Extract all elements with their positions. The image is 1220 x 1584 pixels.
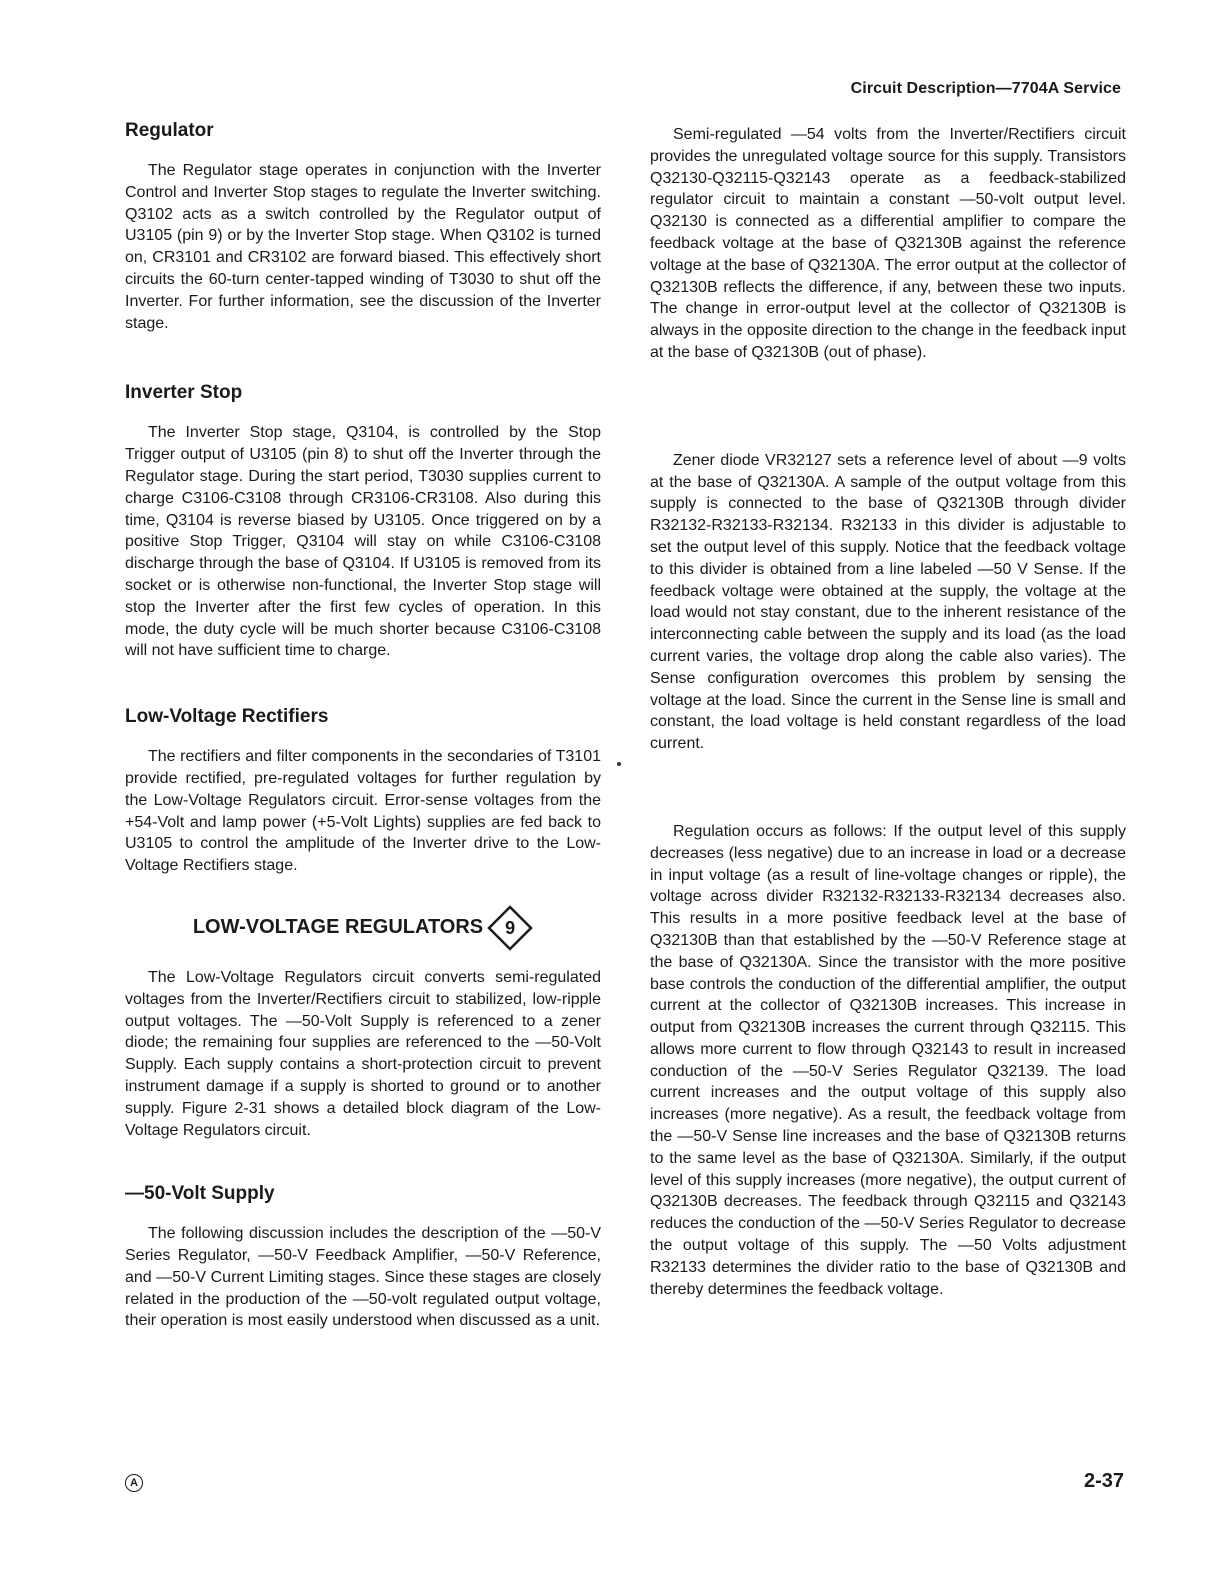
regulator-section xyxy=(125,120,601,334)
regulator-paragraph: The Regulator stage operates in conjunction with the Inverter Control and Inverter Stop stages to regulate the Inverter switching. Q3102 acts as a switch controlled by the Regulator output of U3105 (pin 9) or by the Inverter Stop stage. When Q3102 is turned on, CR3101 and CR3102 are forward biased. This effectively short circuits the 60-turn center-tapped winding of T3030 to shut off the Inverter. For further information, see the discussion of the Inverter stage. xyxy=(125,162,601,332)
low-voltage-regulators-title: LOW-VOLTAGE REGULATORS xyxy=(192,916,484,939)
margin-dot xyxy=(617,762,621,766)
minus-50-volt-supply-section xyxy=(125,1183,601,1332)
low-voltage-rectifiers-heading: Low-Voltage Rectifiers xyxy=(125,706,329,728)
low-voltage-rectifiers-paragraph: The rectifiers and filter components in the secondaries of T3101 provide rectified, pre-regulated voltages for further regulation by the Low-Voltage Regulators circuit. Error-sense voltages from the +54-Volt and lamp power (+5-Volt Lights) supplies are fed back to U3105 to control the amplitude of the Inverter drive to the Low-Voltage Rectifiers stage. xyxy=(125,748,601,875)
regulator-heading: Regulator xyxy=(125,120,214,141)
low-voltage-regulators-paragraph: The Low-Voltage Regulators circuit converts semi-regulated voltages from the Inverter/Rectifiers circuit to stabilized, low-ripple output voltages. The —50-Volt Supply is referenced to a zener diode; the remaining four supplies are referenced to the —50-Volt Supply. Each supply contains a short-protection circuit to prevent instrument damage if a supply is shorted to ground or to another supply. Figure 2-31 shows a detailed block diagram of the Low-Voltage Regulators circuit. xyxy=(125,968,601,1139)
supply-overview-paragraph: Semi-regulated —54 volts from the Inverter/Rectifiers circuit provides the unregulated voltage source for this supply. Transistors Q32130-Q32115-Q32143 operate as a feedback-stabilized regulator circuit to maintain a constant —50-volt output level. Q32130 is connected as a differential amplifier to compare the feedback voltage at the base of Q32130B against the reference voltage at the base of Q32130A. The error output at the collector of Q32130B reflects the difference, if any, between these two inputs. The change in error-output level at the collector of Q32130B is always in the opposite direction to the change in the feedback input at the base of Q32130B (out of phase). xyxy=(650,126,1126,361)
diagram-number-diamond-icon xyxy=(487,905,533,951)
diagram-number: 9 xyxy=(505,917,516,938)
minus-50-volt-supply-heading: —50-Volt Supply xyxy=(125,1183,275,1205)
running-header: Circuit Description—7704A Service xyxy=(850,80,1121,97)
page-number: 2-37 xyxy=(1083,1470,1124,1492)
low-voltage-rectifiers-section xyxy=(125,706,601,877)
right-column xyxy=(650,124,1126,1300)
revision-mark: A xyxy=(125,1474,143,1492)
low-voltage-regulators-section xyxy=(125,905,601,1141)
low-voltage-regulators-heading xyxy=(125,905,601,951)
inverter-stop-paragraph: The Inverter Stop stage, Q3104, is controlled by the Stop Trigger output of U3105 (pin 8) to shut off the Inverter through the Regulator stage. During the start period, T3030 supplies current to charge C3106-C3108 through CR3106-CR3108. Also during this time, Q3104 is reverse biased by U3105. Once triggered on by a positive Stop Trigger, Q3104 will stay on while C3106-C3108 discharge through the base of Q3104. If U3105 is removed from its socket or is otherwise non-functional, the Inverter Stop stage will stop the Inverter after the first few cycles of operation. In this mode, the duty cycle will be much shorter because C3106-C3108 will not have sufficient time to charge. xyxy=(125,424,601,660)
inverter-stop-heading: Inverter Stop xyxy=(125,382,243,404)
inverter-stop-section xyxy=(125,382,601,662)
zener-reference-paragraph: Zener diode VR32127 sets a reference level of about —9 volts at the base of Q32130A. A sample of the output voltage from this supply is connected to the base of Q32130B through divider R32132-R32133-R32134. R32133 in this divider is adjustable to set the output level of this supply. Notice that the feedback voltage to this divider is obtained from a line labeled —50 V Sense. If the feedback voltage were obtained at the supply, the voltage at the load would not stay constant, due to the inherent resistance of the interconnecting cable between the supply and its load (as the load current varies, the voltage drop along the cable also varies). The Sense configuration overcomes this problem by sensing the voltage at the load. Since the current in the Sense line is small and constant, the load voltage is held constant regardless of the load current. xyxy=(650,451,1126,753)
left-column xyxy=(125,120,601,1332)
minus-50-volt-supply-paragraph: The following discussion includes the description of the —50-V Series Regulator, —50-V Feedback Amplifier, —50-V Reference, and —50-V Current Limiting stages. Since these stages are closely related in the production of the —50-volt regulated output voltage, their operation is most easily understood when discussed as a unit. xyxy=(125,1225,601,1330)
regulation-paragraph: Regulation occurs as follows: If the output level of this supply decreases (less negative) due to an increase in load or a decrease in input voltage (as a result of line-voltage changes or ripple), the voltage across divider R32132-R32133-R32134 decreases also. This results in a more positive feedback level at the base of Q32130B than that established by the —50-V Reference stage at the base of Q32130A. Since the transistor with the more positive base controls the conduction of the differential amplifier, the output current at the collector of Q32130B increases. This increase in output from Q32130B increases the current through Q32115. This allows more current to flow through Q32143 to result in increased conduction of the —50-V Series Regulator Q32139. The load current increases and the output voltage of this supply also increases (more negative). As a result, the feedback voltage from the —50-V Sense line increases and the base of Q32130B returns to the same level as the base of Q32130A. Similarly, if the output level of this supply increases (more negative), the output current of Q32130B decreases. The feedback through Q32115 and Q32143 reduces the conduction of the —50-V Series Regulator to decrease the output voltage of this supply. The —50 Volts adjustment R32133 determines the divider ratio to the base of Q32130B and thereby determines the feedback voltage. xyxy=(650,822,1126,1298)
